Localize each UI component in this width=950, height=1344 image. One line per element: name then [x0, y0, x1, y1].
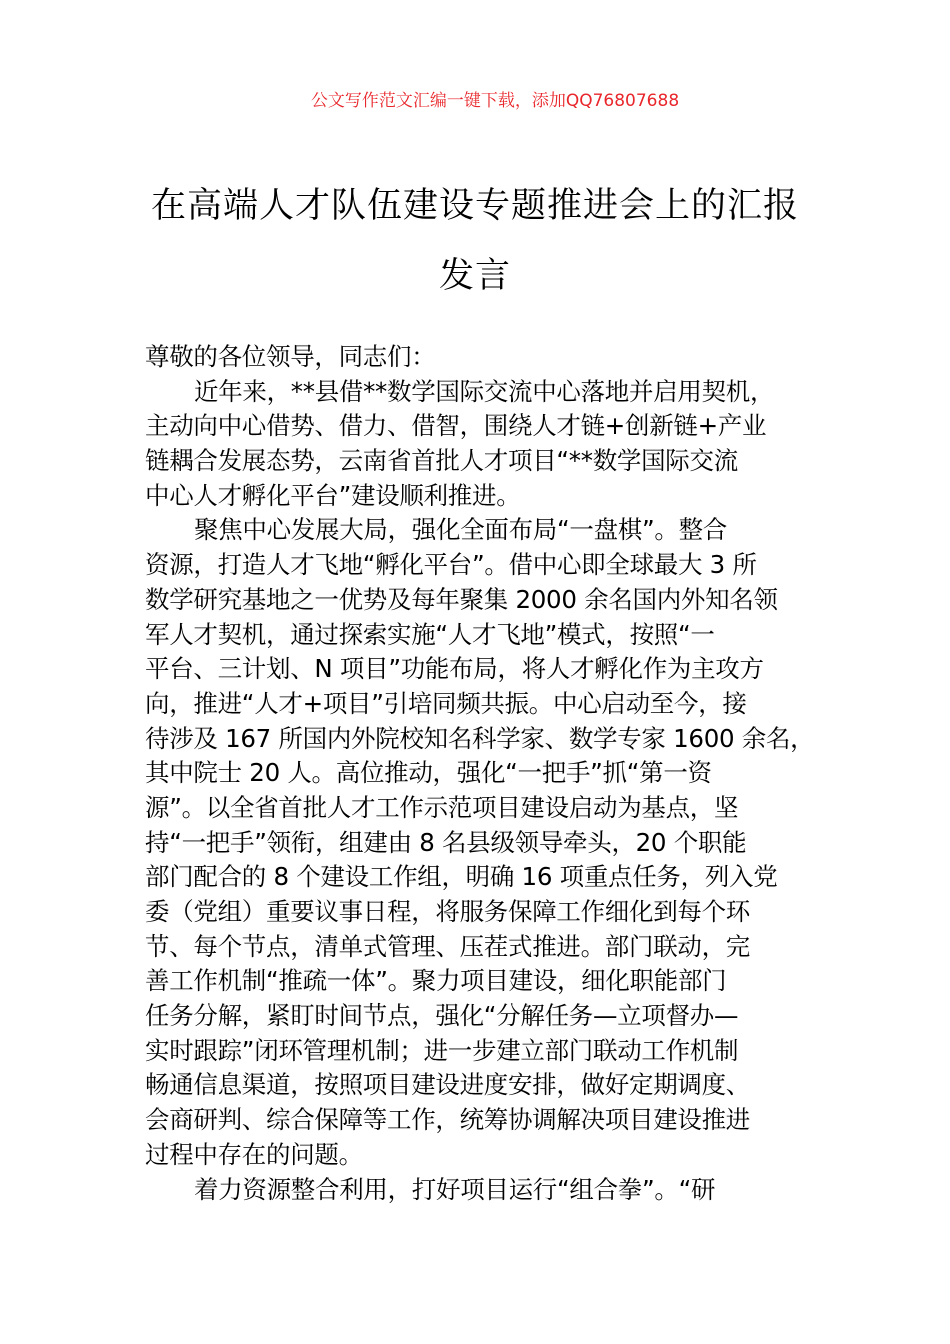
paragraph-line: 链耦合发展态势，云南省首批人才项目“**数学国际交流: [145, 446, 738, 476]
salutation: 尊敬的各位领导，同志们：: [145, 342, 436, 371]
paragraph-line: 过程中存在的问题。: [145, 1139, 363, 1169]
paragraph-line: 委（党组）重要议事日程，将服务保障工作细化到每个环: [145, 897, 750, 926]
document-body: [145, 340, 835, 1207]
paragraph-line: 资源，打造人才飞地“孵化平台”。借中心即全球最大 3 所: [145, 550, 757, 580]
paragraph-line: 着力资源整合利用，打好项目运行“组合拳”。“研: [194, 1174, 716, 1204]
paragraph-line: 聚焦中心发展大局，强化全面布局“一盘棋”。整合: [194, 515, 727, 545]
paragraph-line: 近年来，**县借**数学国际交流中心落地并启用契机，: [194, 376, 775, 406]
paragraph-line: 中心人才孵化平台”建设顺利推进。: [145, 480, 521, 510]
paragraph-line: 实时跟踪”闭环管理机制；进一步建立部门联动工作机制: [145, 1035, 739, 1065]
paragraph-line: 部门配合的 8 个建设工作组，明确 16 项重点任务，列入党: [145, 862, 778, 892]
paragraph-line: 数学研究基地之一优势及每年聚集 2000 余名国内外知名领: [145, 584, 778, 614]
paragraph-line: 持“一把手”领衔，组建由 8 名县级领导牵头，20 个职能: [145, 827, 747, 857]
paragraph-line: 平台、三计划、N 项目”功能布局，将人才孵化作为主攻方: [145, 654, 764, 684]
paragraph-line: 善工作机制“推疏一体”。聚力项目建设，细化职能部门: [145, 966, 727, 996]
paragraph-line: 其中院士 20 人。高位推动，强化“一把手”抓“第一资: [145, 758, 712, 788]
paragraph-line: 军人才契机，通过探索实施“人才飞地”模式，按照“一: [145, 619, 715, 649]
paragraph-line: 任务分解，紧盯时间节点，强化“分解任务—立项督办—: [145, 1001, 739, 1031]
download-promo-note: 公文写作范文汇编一键下载，添加QQ76807688: [310, 91, 680, 111]
paragraph-line: 主动向中心借势、借力、借智，围绕人才链+创新链+产业: [145, 411, 767, 441]
document-title-line-2: 发言: [438, 256, 511, 296]
paragraph-line: 畅通信息渠道，按照项目建设进度安排，做好定期调度、: [145, 1070, 750, 1100]
paragraph-line: 会商研判、综合保障等工作，统筹协调解决项目建设推进: [145, 1105, 750, 1135]
document-title-line-1: 在高端人才队伍建设专题推进会上的汇报: [150, 186, 799, 226]
paragraph-line: 向，推进“人才+项目”引培同频共振。中心启动至今，接: [145, 688, 747, 718]
paragraph-line: 待涉及 167 所国内外院校知名科学家、数学专家 1600 余名，: [145, 723, 815, 753]
paragraph-line: 源”。以全省首批人才工作示范项目建设启动为基点，坚: [145, 792, 739, 822]
paragraph-line: 节、每个节点，清单式管理、压茬式推进。部门联动，完: [145, 931, 750, 961]
